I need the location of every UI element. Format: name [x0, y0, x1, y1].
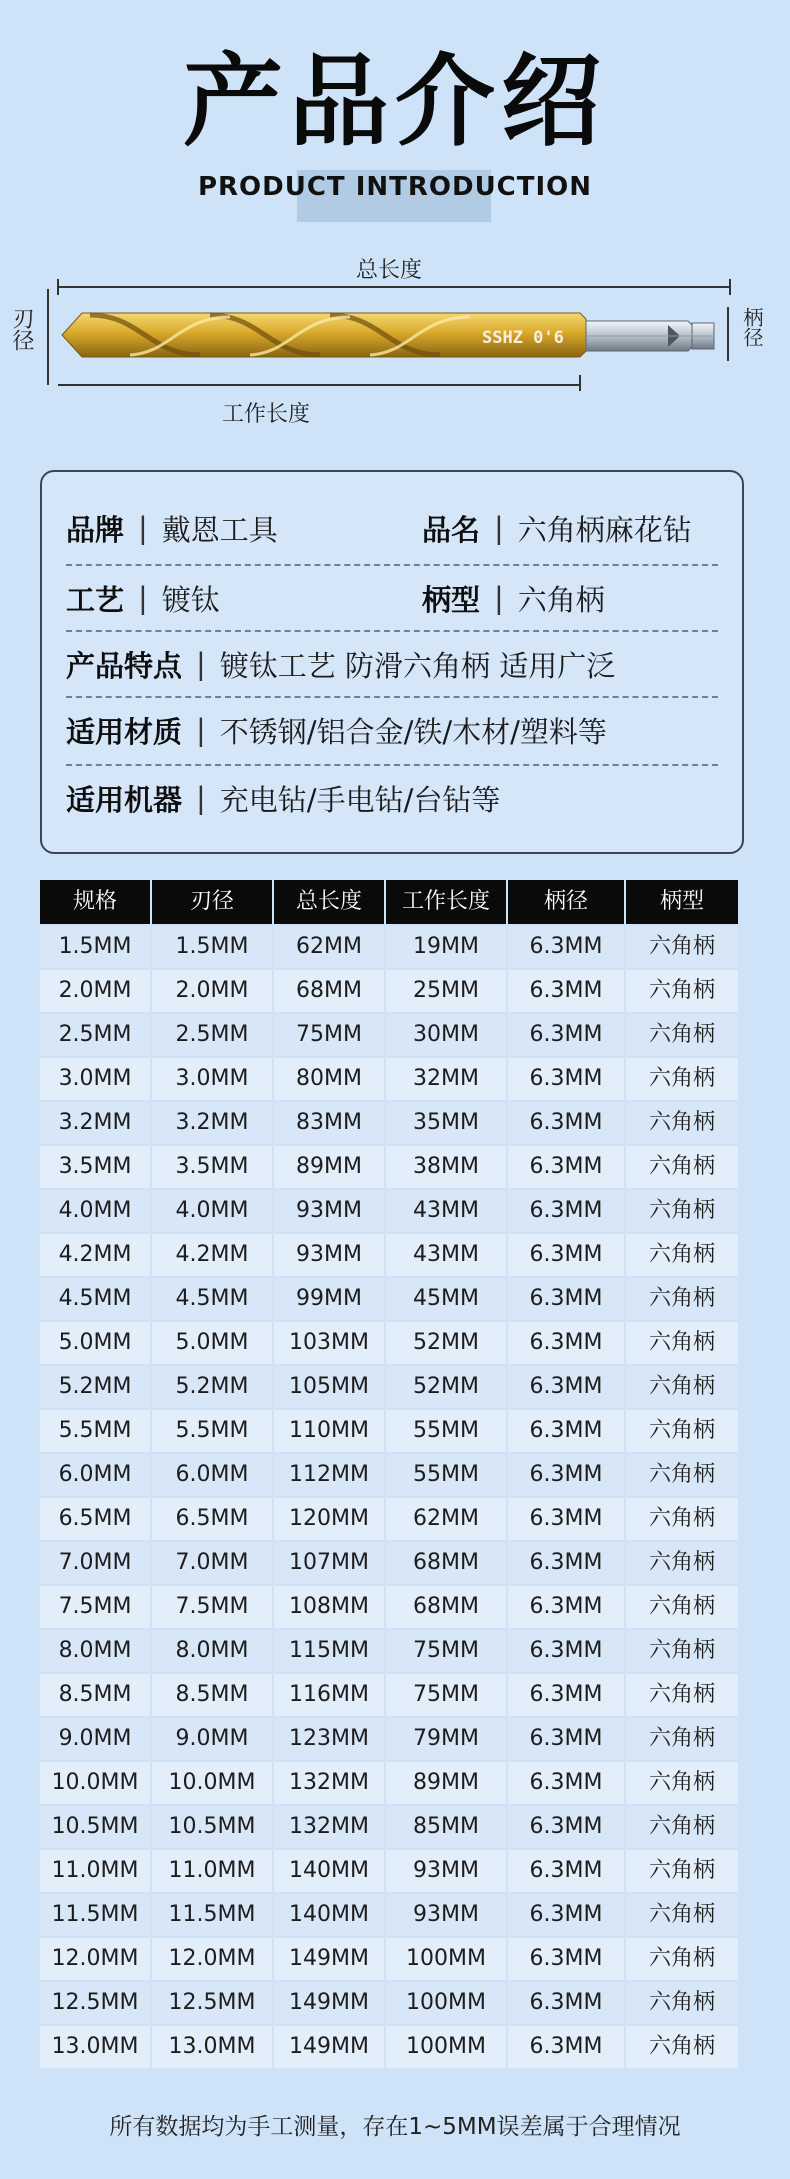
table-cell: 93MM	[386, 1848, 508, 1892]
table-cell: 8.0MM	[40, 1628, 152, 1672]
table-cell: 六角柄	[626, 1716, 740, 1760]
separator: |	[196, 781, 206, 815]
table-cell: 6.3MM	[508, 2024, 626, 2068]
table-row	[40, 968, 740, 1012]
table-cell: 115MM	[274, 1628, 386, 1672]
table-cell: 6.3MM	[508, 1804, 626, 1848]
table-cell: 68MM	[386, 1540, 508, 1584]
table-cell: 六角柄	[626, 1848, 740, 1892]
table-row	[40, 1232, 740, 1276]
table-cell: 10.0MM	[40, 1760, 152, 1804]
table-row	[40, 1716, 740, 1760]
page-subtitle: PRODUCT INTRODUCTION	[197, 172, 593, 202]
table-cell: 75MM	[386, 1628, 508, 1672]
table-cell: 5.0MM	[40, 1320, 152, 1364]
table-cell: 107MM	[274, 1540, 386, 1584]
table-cell: 六角柄	[626, 1100, 740, 1144]
size-table	[40, 880, 740, 2068]
table-cell: 79MM	[386, 1716, 508, 1760]
table-row	[40, 1584, 740, 1628]
table-cell: 35MM	[386, 1100, 508, 1144]
table-cell: 3.5MM	[40, 1144, 152, 1188]
table-cell: 52MM	[386, 1320, 508, 1364]
materials-value: 不锈钢/铝合金/铁/木材/塑料等	[219, 714, 607, 749]
table-cell: 52MM	[386, 1364, 508, 1408]
table-cell: 6.3MM	[508, 1584, 626, 1628]
table-cell: 六角柄	[626, 968, 740, 1012]
table-cell: 6.3MM	[508, 1100, 626, 1144]
table-cell: 93MM	[386, 1892, 508, 1936]
separator: |	[196, 647, 206, 681]
table-cell: 140MM	[274, 1892, 386, 1936]
table-cell: 6.3MM	[508, 1892, 626, 1936]
product-name-value: 六角柄麻花钻	[517, 512, 692, 547]
table-header-cell: 总长度	[274, 880, 386, 924]
machines-value: 充电钻/手电钻/台钻等	[219, 782, 501, 817]
table-cell: 11.5MM	[152, 1892, 274, 1936]
table-cell: 38MM	[386, 1144, 508, 1188]
table-header-cell: 规格	[40, 880, 152, 924]
craft-value: 镀钛	[161, 582, 220, 617]
features-key: 产品特点	[66, 648, 183, 683]
table-cell: 8.0MM	[152, 1628, 274, 1672]
table-cell: 93MM	[274, 1232, 386, 1276]
table-cell: 6.5MM	[152, 1496, 274, 1540]
drill-marking: SSHZ 0'6	[482, 328, 564, 348]
table-cell: 2.0MM	[152, 968, 274, 1012]
table-cell: 149MM	[274, 1980, 386, 2024]
table-cell: 6.3MM	[508, 1760, 626, 1804]
table-cell: 83MM	[274, 1100, 386, 1144]
table-cell: 6.0MM	[40, 1452, 152, 1496]
table-cell: 110MM	[274, 1408, 386, 1452]
table-cell: 3.5MM	[152, 1144, 274, 1188]
table-cell: 7.0MM	[152, 1540, 274, 1584]
table-cell: 3.2MM	[40, 1100, 152, 1144]
table-cell: 132MM	[274, 1760, 386, 1804]
table-header-row	[40, 880, 740, 924]
table-row	[40, 1364, 740, 1408]
table-row	[40, 1188, 740, 1232]
table-cell: 六角柄	[626, 1980, 740, 2024]
table-cell: 六角柄	[626, 1628, 740, 1672]
table-cell: 6.3MM	[508, 1716, 626, 1760]
table-cell: 六角柄	[626, 1144, 740, 1188]
table-row	[40, 1628, 740, 1672]
materials-key: 适用材质	[66, 714, 183, 749]
table-cell: 10.0MM	[152, 1760, 274, 1804]
table-cell: 六角柄	[626, 1672, 740, 1716]
table-row	[40, 1892, 740, 1936]
table-header-cell: 工作长度	[386, 880, 508, 924]
table-cell: 6.5MM	[40, 1496, 152, 1540]
table-cell: 六角柄	[626, 1364, 740, 1408]
table-cell: 43MM	[386, 1188, 508, 1232]
spec-row-machines	[66, 764, 718, 832]
table-cell: 4.0MM	[152, 1188, 274, 1232]
shank-type-value: 六角柄	[517, 582, 605, 617]
table-cell: 六角柄	[626, 1232, 740, 1276]
table-cell: 六角柄	[626, 1276, 740, 1320]
table-cell: 6.3MM	[508, 1672, 626, 1716]
table-cell: 89MM	[274, 1144, 386, 1188]
table-cell: 8.5MM	[40, 1672, 152, 1716]
subtitle-wrap	[0, 168, 790, 206]
table-cell: 105MM	[274, 1364, 386, 1408]
table-cell: 100MM	[386, 1980, 508, 2024]
table-cell: 75MM	[274, 1012, 386, 1056]
table-cell: 5.2MM	[152, 1364, 274, 1408]
table-cell: 4.0MM	[40, 1188, 152, 1232]
table-cell: 六角柄	[626, 1496, 740, 1540]
table-row	[40, 2024, 740, 2068]
table-row	[40, 1452, 740, 1496]
table-cell: 6.3MM	[508, 1540, 626, 1584]
table-cell: 108MM	[274, 1584, 386, 1628]
table-cell: 100MM	[386, 1936, 508, 1980]
table-cell: 13.0MM	[40, 2024, 152, 2068]
table-cell: 6.3MM	[508, 1936, 626, 1980]
table-header-cell: 刃径	[152, 880, 274, 924]
table-cell: 8.5MM	[152, 1672, 274, 1716]
table-row	[40, 1672, 740, 1716]
table-cell: 149MM	[274, 1936, 386, 1980]
drill-diagram	[0, 245, 790, 445]
table-cell: 6.3MM	[508, 1144, 626, 1188]
table-cell: 6.3MM	[508, 1848, 626, 1892]
table-cell: 6.3MM	[508, 1320, 626, 1364]
table-cell: 7.5MM	[152, 1584, 274, 1628]
table-cell: 68MM	[274, 968, 386, 1012]
table-cell: 5.0MM	[152, 1320, 274, 1364]
table-body	[40, 924, 740, 2068]
table-row	[40, 924, 740, 968]
table-cell: 6.3MM	[508, 1408, 626, 1452]
table-cell: 43MM	[386, 1232, 508, 1276]
table-header-cell: 柄型	[626, 880, 740, 924]
table-cell: 六角柄	[626, 2024, 740, 2068]
table-cell: 25MM	[386, 968, 508, 1012]
table-row	[40, 1980, 740, 2024]
table-row	[40, 1760, 740, 1804]
spec-row-materials	[66, 696, 718, 764]
table-cell: 93MM	[274, 1188, 386, 1232]
table-cell: 11.5MM	[40, 1892, 152, 1936]
table-cell: 9.0MM	[40, 1716, 152, 1760]
table-cell: 六角柄	[626, 1188, 740, 1232]
table-cell: 六角柄	[626, 1892, 740, 1936]
table-cell: 6.3MM	[508, 1364, 626, 1408]
table-cell: 4.5MM	[40, 1276, 152, 1320]
table-row	[40, 1012, 740, 1056]
table-row	[40, 1100, 740, 1144]
table-cell: 5.5MM	[40, 1408, 152, 1452]
table-cell: 75MM	[386, 1672, 508, 1716]
table-cell: 112MM	[274, 1452, 386, 1496]
brand-key: 品牌	[66, 512, 125, 547]
table-cell: 6.3MM	[508, 1452, 626, 1496]
table-cell: 12.0MM	[40, 1936, 152, 1980]
spec-row-brand-name	[66, 494, 718, 562]
total-length-label: 总长度	[356, 258, 423, 283]
table-cell: 六角柄	[626, 1408, 740, 1452]
table-cell: 六角柄	[626, 1056, 740, 1100]
table-cell: 13.0MM	[152, 2024, 274, 2068]
separator: |	[494, 581, 504, 615]
table-cell: 12.0MM	[152, 1936, 274, 1980]
table-cell: 4.2MM	[152, 1232, 274, 1276]
table-cell: 140MM	[274, 1848, 386, 1892]
page-title: 产品介绍	[183, 43, 607, 160]
table-cell: 68MM	[386, 1584, 508, 1628]
table-cell: 10.5MM	[152, 1804, 274, 1848]
table-cell: 19MM	[386, 924, 508, 968]
table-cell: 六角柄	[626, 1804, 740, 1848]
separator: |	[494, 511, 504, 545]
table-cell: 62MM	[274, 924, 386, 968]
table-cell: 7.0MM	[40, 1540, 152, 1584]
shank-type-key: 柄型	[422, 582, 481, 617]
table-cell: 149MM	[274, 2024, 386, 2068]
table-cell: 11.0MM	[152, 1848, 274, 1892]
table-row	[40, 1320, 740, 1364]
table-cell: 62MM	[386, 1496, 508, 1540]
table-row	[40, 1540, 740, 1584]
table-cell: 六角柄	[626, 1936, 740, 1980]
craft-key: 工艺	[66, 582, 125, 617]
table-cell: 116MM	[274, 1672, 386, 1716]
table-cell: 6.3MM	[508, 968, 626, 1012]
blade-diameter-label: 刃径	[9, 307, 34, 351]
table-cell: 32MM	[386, 1056, 508, 1100]
table-cell: 六角柄	[626, 1584, 740, 1628]
features-value: 镀钛工艺 防滑六角柄 适用广泛	[219, 648, 616, 683]
table-cell: 2.0MM	[40, 968, 152, 1012]
table-cell: 1.5MM	[152, 924, 274, 968]
table-cell: 六角柄	[626, 924, 740, 968]
table-cell: 11.0MM	[40, 1848, 152, 1892]
table-cell: 89MM	[386, 1760, 508, 1804]
table-cell: 六角柄	[626, 1760, 740, 1804]
table-cell: 4.5MM	[152, 1276, 274, 1320]
table-cell: 12.5MM	[40, 1980, 152, 2024]
working-length-label: 工作长度	[222, 402, 311, 427]
spec-row-features	[66, 630, 718, 698]
table-cell: 6.0MM	[152, 1452, 274, 1496]
table-row	[40, 1408, 740, 1452]
table-cell: 120MM	[274, 1496, 386, 1540]
table-cell: 123MM	[274, 1716, 386, 1760]
table-cell: 132MM	[274, 1804, 386, 1848]
drill-bit-illustration	[0, 245, 790, 445]
table-cell: 2.5MM	[40, 1012, 152, 1056]
table-cell: 55MM	[386, 1452, 508, 1496]
table-row	[40, 1144, 740, 1188]
table-row	[40, 1276, 740, 1320]
table-row	[40, 1936, 740, 1980]
table-cell: 6.3MM	[508, 1980, 626, 2024]
table-cell: 6.3MM	[508, 924, 626, 968]
brand-value: 戴恩工具	[161, 512, 278, 547]
table-cell: 9.0MM	[152, 1716, 274, 1760]
table-cell: 2.5MM	[152, 1012, 274, 1056]
measurement-footnote: 所有数据均为手工测量，存在1~5MM误差属于合理情况	[109, 2114, 681, 2140]
table-cell: 45MM	[386, 1276, 508, 1320]
table-cell: 六角柄	[626, 1320, 740, 1364]
table-cell: 6.3MM	[508, 1496, 626, 1540]
table-cell: 3.0MM	[40, 1056, 152, 1100]
table-cell: 5.2MM	[40, 1364, 152, 1408]
table-cell: 5.5MM	[152, 1408, 274, 1452]
table-cell: 3.2MM	[152, 1100, 274, 1144]
spec-card	[40, 470, 744, 854]
separator: |	[138, 581, 148, 615]
table-cell: 80MM	[274, 1056, 386, 1100]
table-cell: 6.3MM	[508, 1628, 626, 1672]
table-cell: 12.5MM	[152, 1980, 274, 2024]
table-cell: 六角柄	[626, 1012, 740, 1056]
table-row	[40, 1496, 740, 1540]
table-cell: 6.3MM	[508, 1188, 626, 1232]
table-cell: 7.5MM	[40, 1584, 152, 1628]
table-row	[40, 1804, 740, 1848]
separator: |	[196, 713, 206, 747]
table-cell: 4.2MM	[40, 1232, 152, 1276]
table-cell: 6.3MM	[508, 1056, 626, 1100]
separator: |	[138, 511, 148, 545]
table-cell: 1.5MM	[40, 924, 152, 968]
table-cell: 99MM	[274, 1276, 386, 1320]
spec-row-craft-shank	[66, 564, 718, 632]
table-row	[40, 1056, 740, 1100]
product-name-key: 品名	[422, 512, 481, 547]
table-cell: 85MM	[386, 1804, 508, 1848]
table-cell: 6.3MM	[508, 1276, 626, 1320]
table-cell: 103MM	[274, 1320, 386, 1364]
table-cell: 10.5MM	[40, 1804, 152, 1848]
table-cell: 6.3MM	[508, 1232, 626, 1276]
table-row	[40, 1848, 740, 1892]
table-cell: 六角柄	[626, 1452, 740, 1496]
table-cell: 100MM	[386, 2024, 508, 2068]
table-header-cell: 柄径	[508, 880, 626, 924]
table-cell: 55MM	[386, 1408, 508, 1452]
table-cell: 六角柄	[626, 1540, 740, 1584]
shank-diameter-label: 柄径	[740, 307, 764, 347]
table-cell: 30MM	[386, 1012, 508, 1056]
table-cell: 6.3MM	[508, 1012, 626, 1056]
machines-key: 适用机器	[66, 782, 183, 817]
table-cell: 3.0MM	[152, 1056, 274, 1100]
